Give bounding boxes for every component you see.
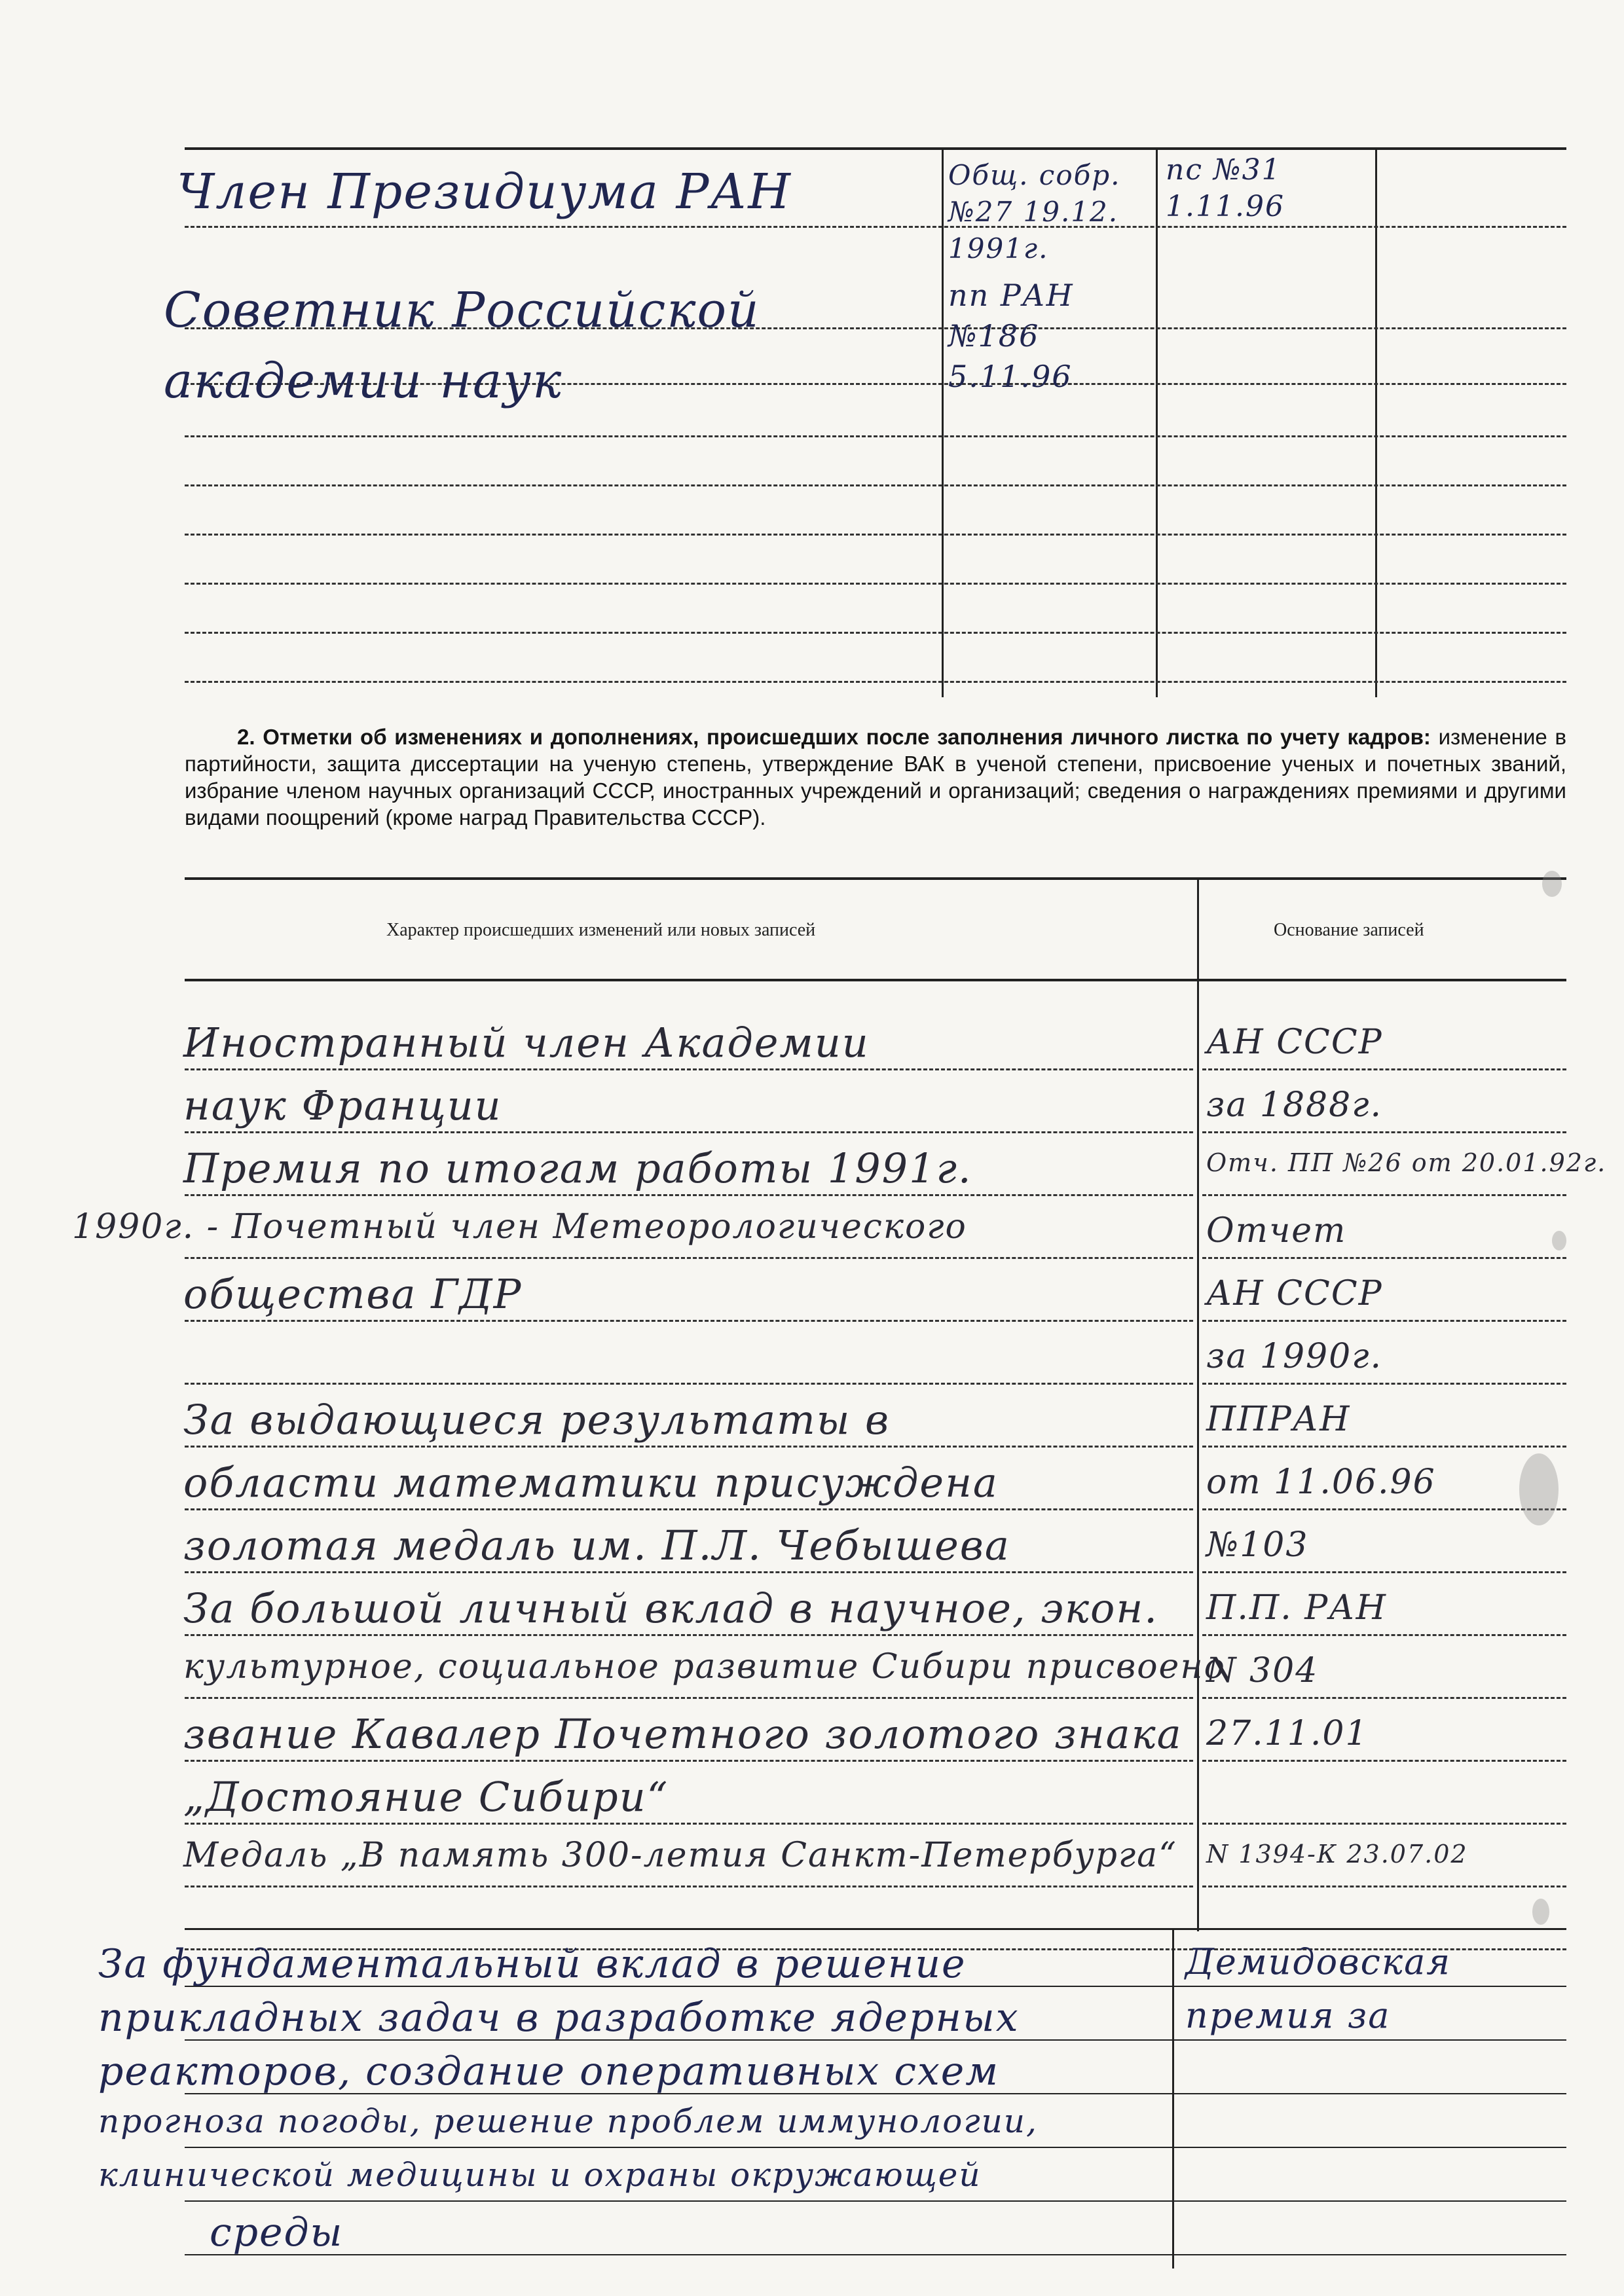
ruled-line — [1202, 1320, 1566, 1322]
bottom-entry-line: клинической медицины и охраны окружающей — [98, 2156, 982, 2194]
section2-number: 2. — [237, 725, 255, 749]
entry-basis: за 1990г. — [1206, 1337, 1383, 1376]
entry-basis: Отч. ПП №26 от 20.01.92г. — [1206, 1148, 1607, 1177]
top-entry-2: Советник Российской академии наук — [164, 282, 760, 409]
entry-text: наук Франции — [183, 1082, 502, 1129]
entry-text: Иностранный член Академии — [183, 1019, 870, 1066]
ruled-line — [1202, 1383, 1566, 1385]
ruled-line — [185, 484, 1566, 486]
entry-basis: N 1394-К 23.07.02 — [1206, 1840, 1468, 1868]
bottom-entry-line: прогноза погоды, решение проблем иммунологии, — [98, 2102, 1038, 2140]
entry-text: 1990г. - Почетный член Метеорологического — [72, 1207, 967, 1247]
top-basis-1: Общ. собр. №27 19.12. 1991г. — [948, 159, 1121, 264]
entry-basis: П.П. РАН — [1206, 1588, 1387, 1628]
ruled-line — [185, 583, 1566, 585]
scan-speck — [1542, 871, 1562, 897]
entry-text: Медаль „В память 300-летия Санкт-Петербурга“ — [183, 1836, 1177, 1875]
ruled-line — [185, 1257, 1193, 1259]
ruled-line — [185, 435, 1566, 437]
ruled-line — [185, 1634, 1193, 1636]
entry-text: области математики присуждена — [183, 1459, 999, 1506]
section2-title: Отметки об изменениях и дополнениях, происшедших после заполнения личного листка по учету кадров: — [263, 725, 1431, 749]
ruled-line — [185, 1131, 1193, 1133]
entry-basis: ППРАН — [1206, 1400, 1351, 1439]
ruled-line — [185, 1446, 1193, 1448]
entry-basis: Отчет — [1206, 1211, 1347, 1250]
ruled-line — [185, 2200, 1566, 2202]
entry-basis: N 304 — [1206, 1651, 1319, 1690]
entry-basis: за 1888г. — [1206, 1085, 1383, 1125]
ruled-line — [185, 1068, 1193, 1070]
section2-text: изменение в партийности, защита диссертации на ученую степень, утверждение ВАК в ученой степени, присвоение ученых и почетных званий, избрание членом научных организаций СССР, иностранных учреждений и организаций; сведения о награждениях премиями и другими видами поощрений (кроме наград Правительства СССР). — [185, 725, 1567, 829]
entry-basis: АН СССР — [1206, 1023, 1383, 1062]
col1-header: Характер происшедших изменений или новых записей — [386, 920, 816, 940]
top-col-divider-2 — [1156, 147, 1158, 697]
entry-text: золотая медаль им. П.Л. Чебышева — [183, 1522, 1010, 1569]
table2-col-divider — [1197, 877, 1199, 1931]
section2-instructions — [185, 723, 1566, 831]
ruled-line — [185, 1697, 1193, 1699]
top-order-1: пс №31 1.11.96 — [1166, 153, 1285, 223]
table2-top-rule — [185, 877, 1566, 880]
ruled-line — [185, 534, 1566, 536]
entry-text: За большой личный вклад в научное, экон. — [183, 1584, 1158, 1632]
ruled-line — [185, 1823, 1193, 1825]
bottom-basis-line: Демидовская — [1185, 1941, 1452, 1982]
col2-header: Основание записей — [1274, 920, 1424, 940]
entry-basis: АН СССР — [1206, 1274, 1383, 1313]
ruled-line — [1202, 1257, 1566, 1259]
ruled-line — [185, 1508, 1193, 1510]
top-basis-2: пп РАН №186 5.11.96 — [948, 278, 1074, 394]
ruled-line — [185, 1383, 1193, 1385]
ruled-line — [1202, 1634, 1566, 1636]
top-col-divider-1 — [942, 147, 944, 697]
entry-text: Премия по итогам работы 1991г. — [183, 1144, 972, 1192]
ruled-line — [185, 226, 1566, 228]
ruled-line — [185, 2147, 1566, 2148]
entry-basis: №103 — [1206, 1525, 1309, 1565]
entry-text: звание Кавалер Почетного золотого знака — [183, 1710, 1183, 1758]
ruled-line — [1202, 1823, 1566, 1825]
bottom-entry-line: среды — [210, 2210, 344, 2255]
entry-basis: 27.11.01 — [1206, 1714, 1369, 1753]
ruled-line — [185, 1320, 1193, 1322]
entry-text: культурное, социальное развитие Сибири присвоено — [183, 1647, 1226, 1686]
bottom-basis-line: премия за — [1185, 1995, 1391, 2036]
ruled-line — [185, 1760, 1193, 1762]
top-rule — [185, 147, 1566, 150]
ruled-line — [185, 2254, 1566, 2255]
ruled-line — [185, 1194, 1193, 1196]
ruled-line — [1202, 1446, 1566, 1448]
ruled-line — [185, 1886, 1193, 1887]
scan-speck — [1532, 1899, 1549, 1925]
ruled-line — [1202, 1886, 1566, 1887]
ruled-line — [185, 632, 1566, 634]
entry-text: За выдающиеся результаты в — [183, 1396, 891, 1444]
ruled-line — [1202, 1131, 1566, 1133]
ruled-line — [1202, 1508, 1566, 1510]
ruled-line — [1202, 1760, 1566, 1762]
bottom-entry-line: реакторов, создание оперативных схем — [98, 2049, 1000, 2094]
bottom-entry-line: За фундаментальный вклад в решение — [98, 1941, 967, 1987]
top-entry-1: Член Президиума РАН — [177, 164, 792, 220]
ruled-line — [1202, 1697, 1566, 1699]
ruled-line — [1202, 1194, 1566, 1196]
scan-speck — [1552, 1231, 1566, 1250]
bottom-rule-1 — [185, 1928, 1566, 1930]
table2-header-rule — [185, 979, 1566, 981]
top-col-divider-3 — [1375, 147, 1377, 697]
scan-speck — [1519, 1453, 1559, 1525]
entry-basis: от 11.06.96 — [1206, 1463, 1436, 1502]
bottom-col-divider — [1172, 1928, 1174, 2269]
ruled-line — [1202, 1068, 1566, 1070]
ruled-line — [185, 1571, 1193, 1573]
entry-text: „Достояние Сибири“ — [183, 1773, 669, 1821]
entry-text: общества ГДР — [183, 1270, 523, 1318]
ruled-line — [185, 681, 1566, 683]
ruled-line — [1202, 1571, 1566, 1573]
bottom-entry-line: прикладных задач в разработке ядерных — [98, 1995, 1020, 2041]
